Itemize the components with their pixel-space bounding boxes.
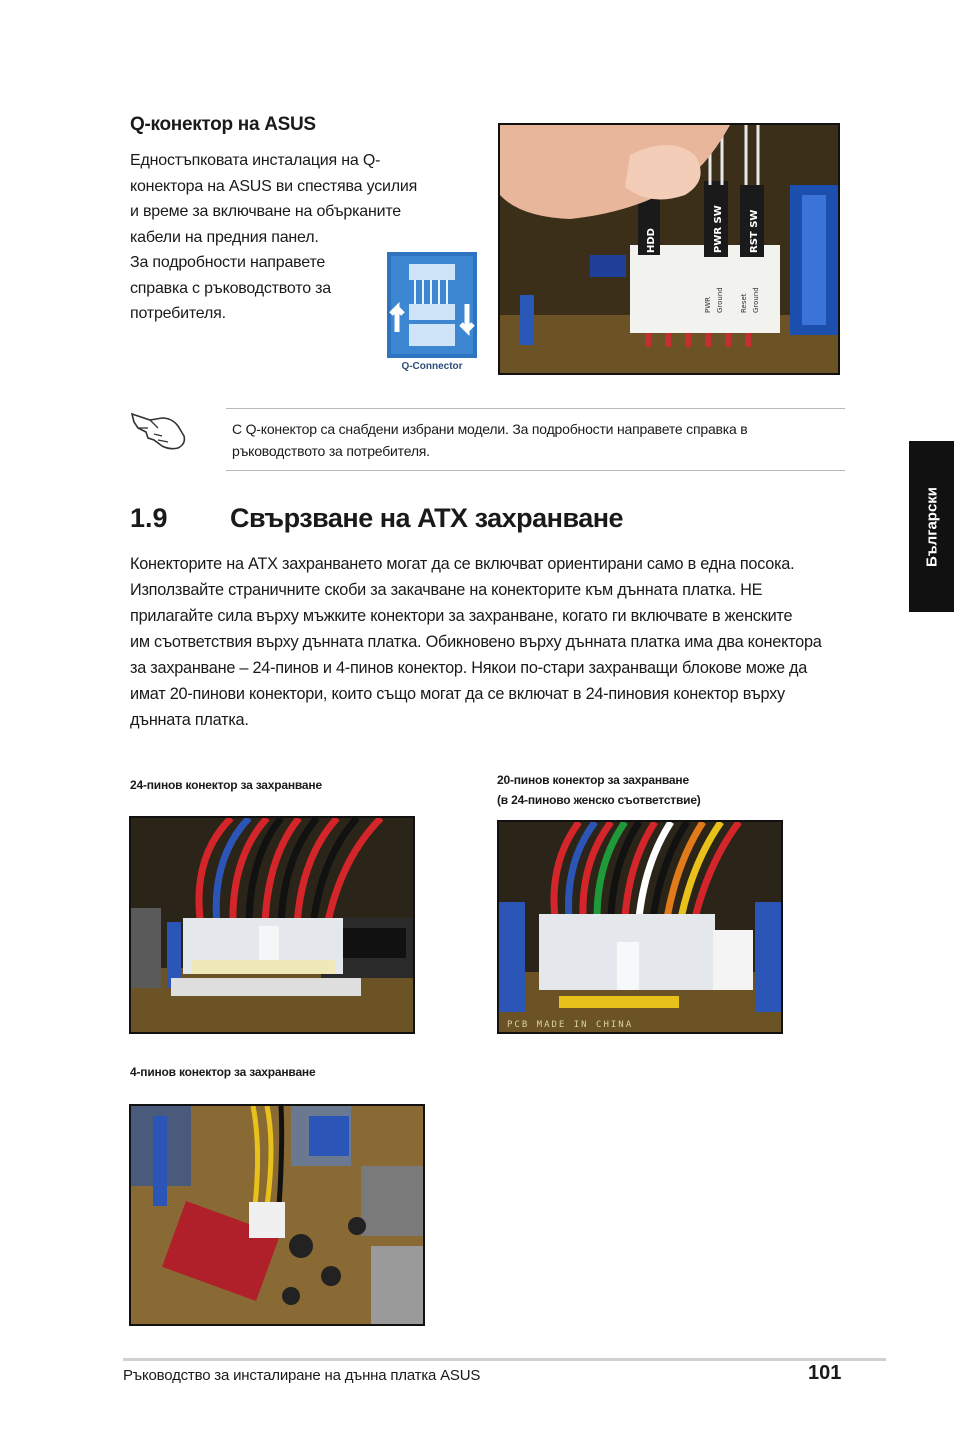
section-title: Свързване на ATX захранване	[230, 503, 624, 533]
qconnector-photo	[498, 123, 840, 375]
qconnector-line: потребителя.	[130, 305, 226, 322]
note-line: ръководството за потребителя.	[232, 443, 430, 459]
caption-20pin	[497, 770, 701, 810]
page-number: 101	[808, 1362, 842, 1384]
qconnector-line: За подробности направете	[130, 254, 326, 271]
language-side-tab	[909, 441, 954, 612]
qconnector-line: кабели на предния панел.	[130, 228, 319, 246]
qconnector-title: Q-конектор на ASUS	[130, 114, 316, 135]
qconnector-line: справка с ръководството за	[130, 279, 332, 297]
footer-divider	[123, 1358, 886, 1361]
q-connector-logo	[387, 252, 477, 376]
qconnector-line: и време за включване на обърканите	[130, 203, 401, 220]
language-side-tab-label: Български	[923, 486, 940, 567]
photo-20pin	[497, 820, 783, 1034]
photo-label: RST SW	[749, 209, 760, 253]
paragraph-line: за захранване – 24-пинов и 4-пинов конектор. Някои по-стари захранващи блокове може да	[130, 659, 808, 677]
paragraph-line: имат 20-пинови конектори, които също могат да се включат в 24-пиновия конектор върху	[130, 685, 785, 703]
photo-label: PWR SW	[713, 205, 724, 253]
pointing-hand-icon	[128, 406, 188, 452]
qconnector-description	[130, 148, 430, 327]
note-line: С Q-конектор са снабдени избрани модели. За подробности направете справка в	[232, 421, 748, 437]
note-divider-top	[226, 408, 845, 409]
photo-label: PWR	[704, 296, 712, 313]
section-number: 1.9	[130, 503, 168, 533]
photo-4pin	[129, 1104, 425, 1326]
photo-label: Ground	[716, 287, 724, 313]
note-divider-bottom	[226, 470, 845, 471]
photo-24pin	[129, 816, 415, 1034]
paragraph-line: им съответствия върху дънната платка. Обикновено върху дънната платка има два конектора	[130, 633, 822, 651]
q-connector-logo-label: Q-Connector	[401, 361, 463, 372]
caption-24pin: 24-пинов конектор за захранване	[130, 778, 322, 792]
photo-label: Ground	[752, 287, 760, 313]
q-connector-logo-icon	[387, 252, 477, 376]
paragraph-line: Използвайте страничните скоби за закачване на конекторите към дънната платка. НЕ	[130, 581, 763, 599]
caption-20pin-line1: 20-пинов конектор за захранване	[497, 773, 689, 787]
footer-text: Ръководство за инсталиране на дънна платка ASUS	[123, 1367, 481, 1384]
qconnector-line: конектора на ASUS ви спестява усилия	[130, 177, 418, 195]
photo-label: HDD	[646, 228, 657, 253]
paragraph-line: прилагайте сила върху мъжките конектори за захранване, когато ги включвате в женските	[130, 607, 793, 625]
caption-4pin: 4-пинов конектор за захранване	[130, 1065, 316, 1079]
qconnector-line: Едностъпковата инсталация на Q-	[130, 152, 381, 169]
section-paragraph	[130, 551, 850, 733]
paragraph-line: Конекторите на ATX захранването могат да се включват ориентирани само в една посока.	[130, 555, 795, 573]
paragraph-line: дънната платка.	[130, 711, 249, 729]
photo-label: Reset	[740, 293, 748, 313]
photo-pcb-text: PCB MADE IN CHINA	[507, 1020, 634, 1030]
note-text	[232, 418, 842, 462]
caption-20pin-line2: (в 24-пиново женско съответствие)	[497, 793, 701, 807]
